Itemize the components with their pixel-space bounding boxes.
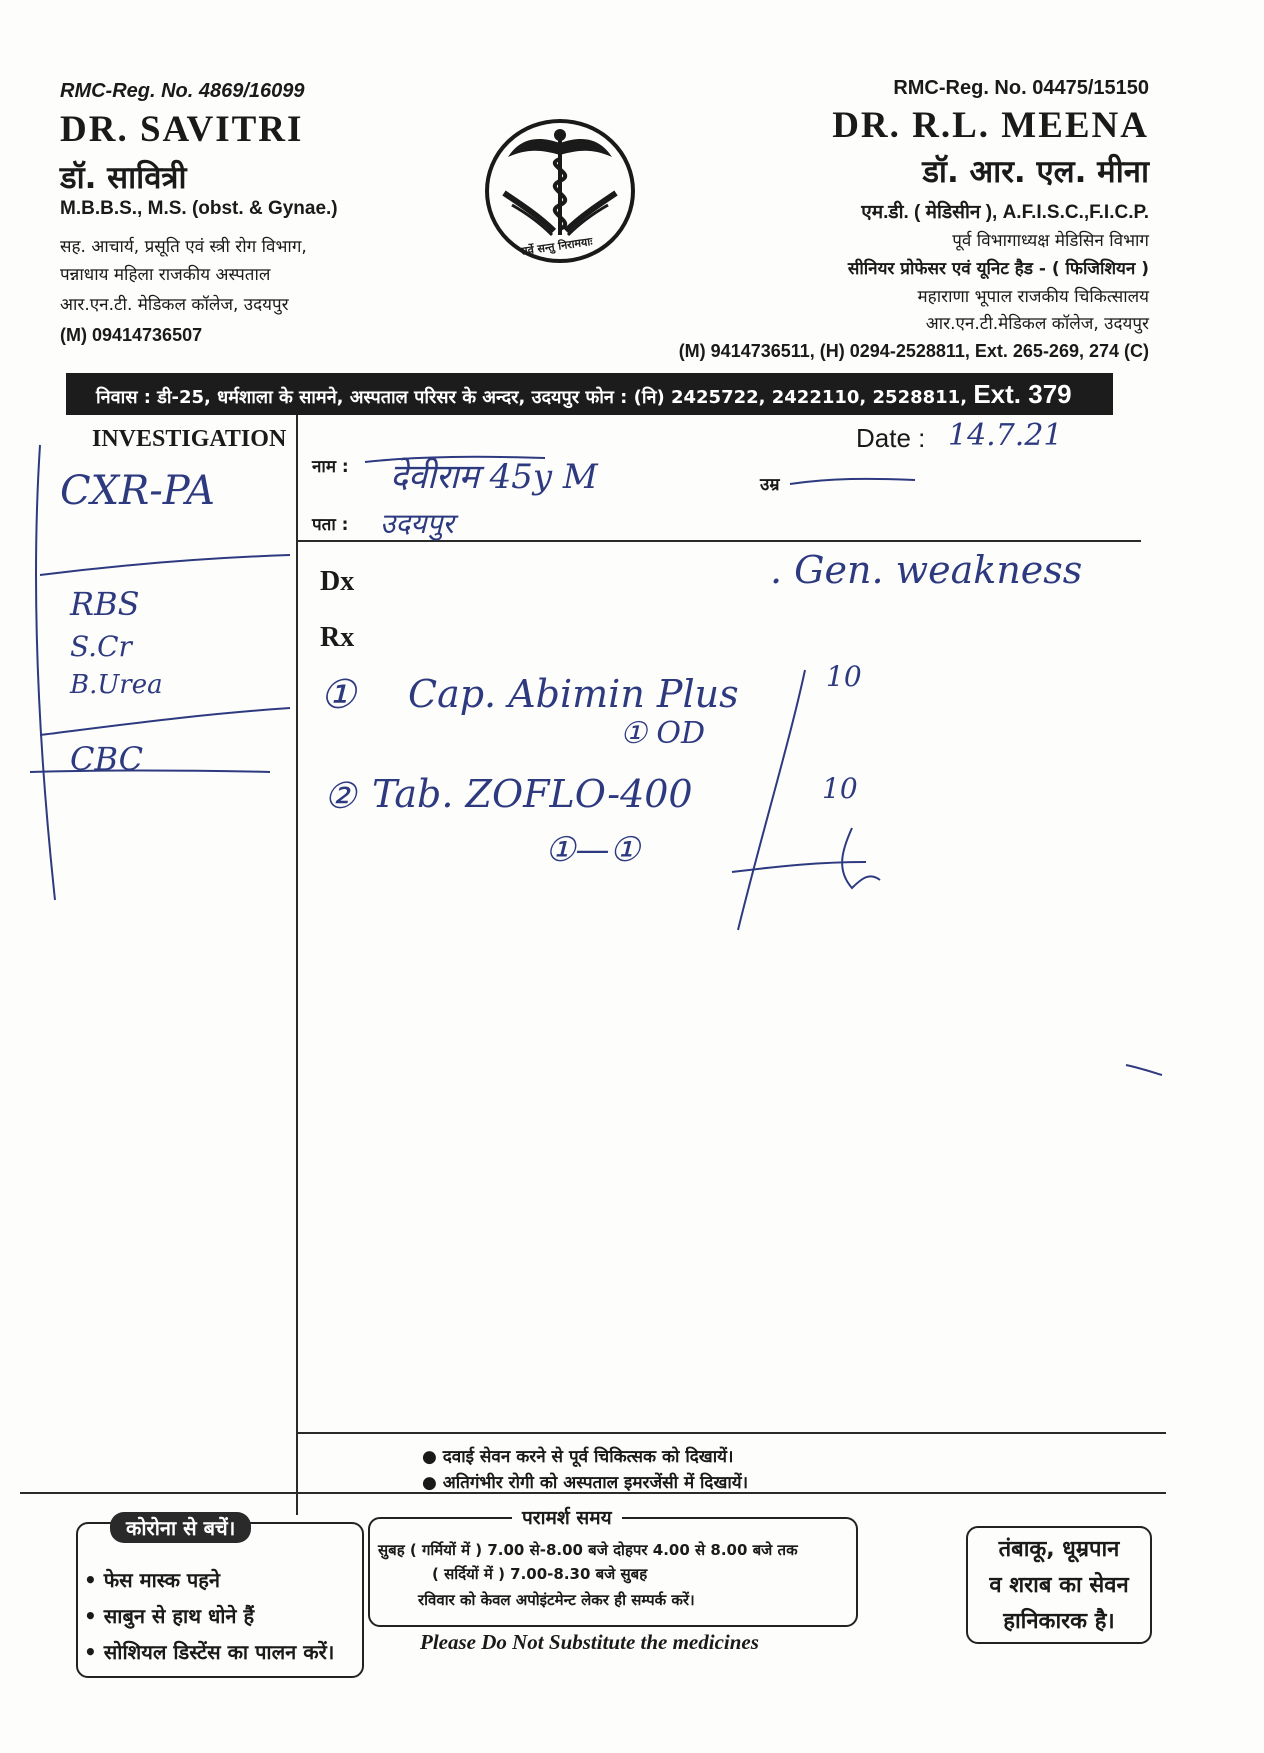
rx-item-qty: 10 [822, 772, 858, 805]
timing-sunday: रविवार को केवल अपोइंटमेन्ट लेकर ही सम्पर्क करें। [418, 1591, 695, 1609]
right-doctor-qualification: एम.डी. ( मेडिसीन ), A.F.I.S.C.,F.I.C.P. [861, 202, 1149, 223]
left-doctor-line2: पन्नाधाय महिला राजकीय अस्पताल [60, 265, 271, 285]
rx-item-number: ② [324, 776, 357, 817]
rx-item-number: ① [320, 672, 356, 718]
logo-motto: सर्वे सन्तु निरामयाः [519, 235, 594, 258]
investigation-item: B.Urea [70, 670, 163, 700]
rx-item-dose: ①—① [545, 830, 640, 870]
tobacco-line: व शराब का सेवन [989, 1573, 1129, 1598]
left-doctor-line1: सह. आचार्य, प्रसूति एवं स्त्री रोग विभाग, [60, 237, 307, 257]
investigation-item: S.Cr [70, 630, 132, 663]
signature-stroke [842, 828, 880, 888]
corona-item: • सोशियल डिस्टेंस का पालन करें। [84, 1640, 335, 1664]
tobacco-line: तंबाकू, धूम्रपान [998, 1537, 1120, 1562]
dx-symbol: Dx [320, 566, 355, 597]
address-text: निवास : डी-25, धर्मशाला के सामने, अस्पताल परिसर के अन्दर, उदयपुर फोन : (नि) 2425722, 2422110, 2528811, [96, 387, 968, 408]
signature-stroke [732, 862, 866, 872]
handwritten-address: उदयपुर [380, 507, 454, 540]
left-doctor-name-hindi: डॉ. सावित्री [60, 160, 187, 196]
left-doctor-name: DR. SAVITRI [60, 109, 304, 150]
rx-item-qty: 10 [826, 660, 862, 693]
stray-mark-stroke [1126, 1065, 1162, 1075]
right-doctor-phone: (M) 9414736511, (H) 0294-2528811, Ext. 265-269, 274 (C) [678, 341, 1149, 361]
note-line: ● अतिगंभीर रोगी को अस्पताल इमरजेंसी में दिखायें। [422, 1473, 749, 1493]
note-line: ● दवाई सेवन करने से पूर्व चिकित्सक को दिखायें। [422, 1447, 734, 1467]
handwritten-date: 14.7.21 [948, 418, 1063, 453]
rx-symbol: Rx [320, 622, 355, 653]
corona-item: • साबुन से हाथ धोने हैं [84, 1604, 255, 1628]
right-doctor-line4: आर.एन.टी.मेडिकल कॉलेज, उदयपुर [925, 314, 1149, 334]
investigation-margin-stroke [36, 445, 55, 900]
tobacco-box [966, 1526, 1152, 1644]
left-doctor-qualification: M.B.B.S., M.S. (obst. & Gynae.) [60, 198, 338, 219]
left-doctor-line3: आर.एन.टी. मेडिकल कॉलेज, उदयपुर [60, 295, 289, 315]
name-strike-stroke [365, 457, 545, 462]
rx-item-drug: Cap. Abimin Plus [408, 672, 739, 716]
address-label: पता : [312, 515, 349, 535]
age-strike-stroke [790, 479, 915, 484]
left-doctor-reg: RMC-Reg. No. 4869/16099 [60, 80, 305, 102]
investigation-title: INVESTIGATION [92, 426, 287, 452]
address-ext: Ext. 379 [973, 379, 1072, 409]
corona-item: • फेस मास्क पहने [84, 1568, 220, 1592]
left-doctor-phone: (M) 09414736507 [60, 325, 203, 345]
name-label: नाम : [312, 457, 349, 477]
right-doctor-line1: पूर्व विभागाध्यक्ष मेडिसिन विभाग [952, 231, 1149, 251]
corona-title: कोरोना से बचें। [110, 1512, 251, 1543]
right-doctor-reg: RMC-Reg. No. 04475/15150 [893, 77, 1149, 99]
timing-winter: ( सर्दियों में ) 7.00-8.30 बजे सुबह [432, 1565, 648, 1583]
date-label: Date : [856, 423, 926, 453]
footer-note: Please Do Not Substitute the medicines [420, 1630, 759, 1654]
investigation-separator-stroke [40, 708, 290, 735]
investigation-separator-stroke [40, 555, 290, 575]
right-doctor-name-hindi: डॉ. आर. एल. मीना [922, 154, 1149, 190]
investigation-item: CBC [70, 740, 144, 778]
timing-title: परामर्श समय [512, 1504, 622, 1530]
timing-summer: सुबह ( गर्मियों में ) 7.00 से-8.00 बजे दोहपर 4.00 से 8.00 बजे तक [378, 1541, 798, 1559]
investigation-item: CXR-PA [60, 468, 215, 514]
right-doctor-name: DR. R.L. MEENA [832, 105, 1149, 146]
rx-item-dose: ① OD [620, 716, 706, 751]
handwritten-name: देवीराम 45y M [390, 457, 598, 497]
investigation-item: RBS [70, 585, 140, 623]
investigation-separator-stroke [30, 771, 270, 773]
rx-item-drug: Tab. ZOFLO-400 [372, 772, 693, 816]
age-label: उम्र [760, 475, 780, 495]
right-doctor-line2: सीनियर प्रोफेसर एवं यूनिट हैड - ( फिजिशियन ) [847, 259, 1149, 279]
right-doctor-line3: महाराणा भूपाल राजकीय चिकित्सालय [917, 287, 1149, 307]
handwritten-diagnosis: . Gen. weakness [770, 548, 1083, 592]
rx-brace-stroke [738, 670, 805, 930]
tobacco-line: हानिकारक है। [1003, 1609, 1115, 1634]
